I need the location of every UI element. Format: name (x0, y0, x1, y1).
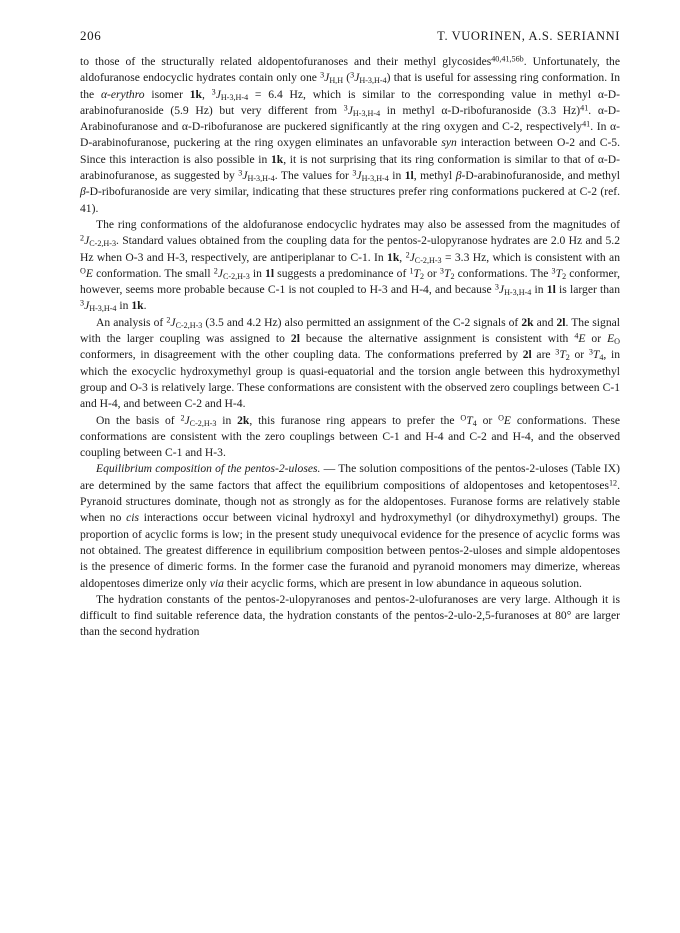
page-number: 206 (80, 28, 102, 43)
paragraph: On the basis of $^2J_{C-2,H-3}$ in 2k, this furanose ring appears to prefer the $^OT_4$ or $^O$E conformations. These conformations are consistent with the zero couplings between C-1 and H-4 and C-2 and H-4, and the observed coupling between C-1 and H-3. (80, 412, 620, 460)
paragraph: to those of the structurally related aldopentofuranoses and their methyl glycosides$^{40,41,56b}$. Unfortunately, the aldofuranose endocyclic hydrates contain only one $^3J_{H,H}$ $(^3J_{H-3,H-4})$ that is useful for assessing ring conformation. In the α-erythro isomer 1k, $^3J_{H-3,H-4} = 6.4$ Hz, which is similar to the corresponding value in methyl α-D-arabinofuranoside (5.9 Hz) but very different from $^3J_{H-3,H-4}$ in methyl α-D-ribofuranoside (3.3 Hz)$^{41}$. α-D-Arabinofuranose and α-D-ribofuranose are puckered significantly at the ring oxygen and C-2, respectively$^{41}$. In α-D-arabinofuranose, puckering at the ring oxygen eliminates an unfavorable syn interaction between O-2 and C-5. Since this interaction is also possible in 1k, it is not surprising that its ring conformation is similar to that of α-D-arabinofuranose, as suggested by $^3J_{H-3,H-4}$. The values for $^3J_{H-3,H-4}$ in 1l, methyl β-D-arabinofuranoside, and methyl β-D-ribofuranoside are very similar, indicating that these structures prefer ring conformations puckered at C-2 (ref. 41). (80, 54, 621, 215)
running-header (80, 28, 620, 44)
running-title: T. VUORINEN, A.S. SERIANNI (437, 29, 620, 43)
paragraph: The ring conformations of the aldofuranose endocyclic hydrates may also be assessed from the magnitudes of $^2J_{C-2,H-3}$. Standard values obtained from the coupling data for the pentos-2-ulopyranose hydrates are 2.0 Hz and 5.2 Hz when O-3 and H-3, respectively, are antiperiplanar to C-1. In 1k, $^2J_{C-2,H-3} = 3.3$ Hz, which is consistent with an $^O$E conformation. The small $^2J_{C-2,H-3}$ in 1l suggests a predominance of $^1T_2$ or $^3T_2$ conformations. The $^3T_2$ conformer, however, seems more probable because C-1 is not coupled to H-3 and H-4, and because $^3J_{H-3,H-4}$ in 1l is larger than $^3J_{H-3,H-4}$ in 1k. (80, 217, 621, 314)
body-text (80, 54, 620, 641)
paragraph: The hydration constants of the pentos-2-ulopyranoses and pentos-2-ulofuranoses are very large. Although it is difficult to find suitable reference data, the hydration constants of the pentos-2-ulo-2,5-furanoses at 80° are larger than the second hydration (80, 592, 620, 639)
paragraph: An analysis of $^2J_{C-2,H-3}$ (3.5 and 4.2 Hz) also permitted an assignment of the C-2 signals of 2k and 2l. The signal with the larger coupling was assigned to 2l because the alternative assignment is consistent with $^4$E or $E_O$ conformers, in disagreement with the other coupling data. The conformations preferred by 2l are $^3T_2$ or $^3T_4$, in which the exocyclic hydroxymethyl group is quasi-equatorial and the torsion angle between this hydroxymethyl group and O-3 is relatively large. These conformations are consistent with the observed zero couplings between C-1 and H-4, and between C-2 and H-4. (80, 315, 621, 411)
paragraph: Equilibrium composition of the pentos-2-uloses. — The solution compositions of the pentos-2-uloses (Table IX) are determined by the same factors that affect the equilibrium compositions of aldopentoses and ketopentoses$^{12}$. Pyranoid structures dominate, though not as strongly as for the aldopentoses. Furanose forms are relatively stable when no cis interactions occur between vicinal hydroxyl and hydroxymethyl (or dihydroxymethyl) groups. The proportion of acyclic forms is low; in the present study unequivocal evidence for the presence of acyclic forms was not obtained. The greatest difference in equilibrium composition between pentos-2-uloses and simple aldopentoses is the presence of dimeric forms. In the former case the furanoid and pyranoid monomers may dimerize, whereas aldopentoses dimerize only via their acyclic forms, which are present in low abundance in aqueous solution. (80, 462, 620, 590)
